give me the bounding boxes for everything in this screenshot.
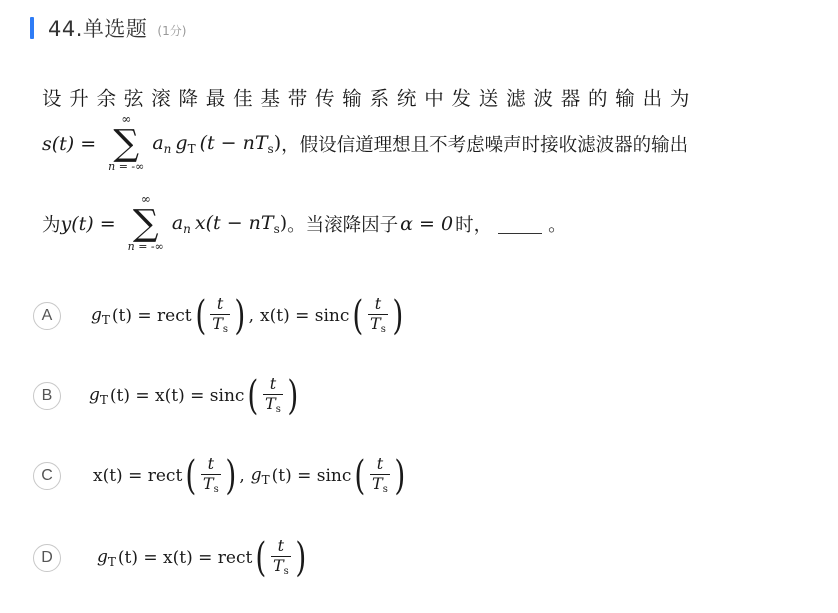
g-arg: $(t - nT_s)$ bbox=[199, 132, 282, 156]
question-stem-line2 bbox=[42, 112, 688, 176]
option-c-letter[interactable]: C bbox=[33, 462, 61, 490]
right-paren: ) bbox=[295, 535, 307, 581]
fraction: $\frac{t}{T_s}$ bbox=[265, 374, 281, 416]
stem-line3-text2: 时， bbox=[455, 215, 493, 236]
g-func: $g_T$ bbox=[97, 547, 116, 569]
question-score: (1分) bbox=[157, 23, 187, 38]
fraction: $\frac{t}{T_s}$ bbox=[202, 454, 219, 496]
alpha-expr: α = 0 bbox=[400, 213, 454, 235]
left-paren: ( bbox=[354, 453, 366, 499]
answer-blank bbox=[498, 215, 542, 234]
right-paren: ) bbox=[392, 293, 404, 339]
formula-text: (t) = sinc bbox=[271, 466, 352, 486]
option-b-formula bbox=[89, 373, 301, 419]
option-a-formula bbox=[91, 293, 406, 339]
formula-text: x(t) = sinc bbox=[260, 306, 350, 326]
left-paren: ( bbox=[247, 373, 259, 419]
sum-upper: ∞ bbox=[121, 112, 132, 126]
summation bbox=[128, 193, 164, 255]
question-title: 44.单选题 bbox=[48, 17, 148, 41]
sum-lower: n = -∞ bbox=[127, 240, 164, 253]
coef-a: $a_n$ bbox=[171, 212, 191, 236]
equals-sign: = bbox=[80, 133, 97, 155]
option-d-letter[interactable]: D bbox=[33, 544, 61, 572]
question-stem-line3 bbox=[42, 192, 567, 256]
formula-text: x(t) = rect bbox=[93, 466, 183, 486]
fraction: $\frac{t}{T_s}$ bbox=[212, 294, 229, 336]
sum-upper: ∞ bbox=[140, 192, 151, 206]
sigma-icon: ∑ bbox=[132, 203, 159, 244]
accent-bar bbox=[30, 17, 34, 39]
formula-text: (t) = x(t) = rect bbox=[117, 548, 253, 568]
g-func: $g_T$ bbox=[89, 385, 108, 407]
option-a[interactable] bbox=[33, 293, 406, 339]
right-paren: ) bbox=[225, 453, 236, 499]
formula-text: (t) = rect bbox=[111, 306, 192, 326]
stem-line3-text: 。当滚降因子 bbox=[287, 215, 399, 236]
separator: , bbox=[239, 466, 245, 486]
option-c[interactable] bbox=[33, 453, 408, 499]
option-b-letter[interactable]: B bbox=[33, 382, 61, 410]
separator: , bbox=[248, 306, 255, 326]
g-func: $g_T$ bbox=[250, 465, 270, 487]
option-a-letter[interactable]: A bbox=[33, 302, 61, 330]
summation bbox=[108, 113, 144, 175]
option-d-formula bbox=[97, 535, 309, 581]
equals-sign: = bbox=[99, 213, 116, 235]
x-arg: $x(t - nT_s)$ bbox=[194, 212, 288, 236]
fraction: $\frac{t}{T_s}$ bbox=[272, 536, 289, 578]
g-func: $g_T$ bbox=[91, 305, 110, 327]
option-c-formula bbox=[93, 453, 408, 499]
stem-line3-prefix: 为 bbox=[42, 215, 61, 236]
sum-lower: n = -∞ bbox=[108, 160, 145, 173]
g-func: $g_T$ bbox=[175, 132, 196, 156]
stem-line3-end: 。 bbox=[548, 215, 567, 236]
formula-text: (t) = x(t) = sinc bbox=[109, 386, 245, 406]
coef-a: $a_n$ bbox=[152, 132, 172, 156]
s-of-t: s(t) bbox=[42, 133, 75, 155]
question-stem-line1: 设升余弦滚降最佳基带传输系统中发送滤波器的输出为 bbox=[42, 87, 698, 110]
question-header bbox=[30, 14, 186, 42]
sigma-icon: ∑ bbox=[113, 123, 140, 164]
right-paren: ) bbox=[394, 453, 406, 499]
fraction: $\frac{t}{T_s}$ bbox=[370, 294, 386, 336]
stem-line2-text: ，假设信道理想且不考虑噪声时接收滤波器的输出 bbox=[281, 135, 689, 156]
y-of-t: y(t) bbox=[60, 213, 94, 235]
left-paren: ( bbox=[185, 453, 197, 499]
option-d[interactable] bbox=[33, 535, 309, 581]
right-paren: ) bbox=[234, 293, 246, 339]
option-b[interactable] bbox=[33, 373, 301, 419]
fraction: $\frac{t}{T_s}$ bbox=[372, 454, 388, 496]
left-paren: ( bbox=[255, 535, 267, 581]
right-paren: ) bbox=[287, 373, 299, 419]
left-paren: ( bbox=[352, 293, 364, 339]
left-paren: ( bbox=[194, 293, 206, 339]
